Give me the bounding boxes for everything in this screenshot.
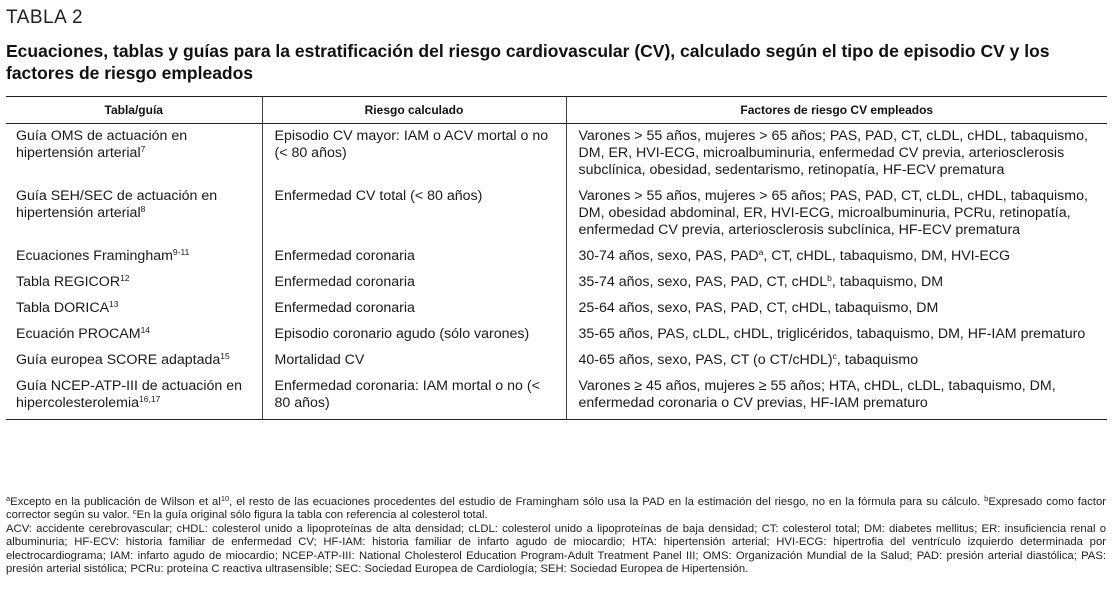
text-run: Varones > 55 años, mujeres > 65 años; PAS, PAD, CT, cLDL, cHDL, tabaquismo, DM, obesidad abdominal, ER, HVI-ECG, microalbuminuria, PCRu, retinopatía, enfermedad CV previa, arteriosclerosis subclínica, HF-ECV prematura xyxy=(578,188,1088,238)
reference-superscript: 8 xyxy=(140,204,146,214)
text-run: Ecuación PROCAM xyxy=(16,326,141,342)
text-run: Enfermedad CV total (< 80 años) xyxy=(274,188,483,204)
factors-cell xyxy=(566,348,1107,374)
footnotes xyxy=(6,496,1106,576)
text-run: En la guía original sólo figura la tabla con referencia al colesterol total. xyxy=(136,509,488,522)
factors-cell xyxy=(566,124,1107,185)
text-run: Episodio CV mayor: IAM o ACV mortal o no (< 80 años) xyxy=(274,128,549,161)
risk-cell xyxy=(262,244,566,270)
text-run: Guía OMS de actuación en hipertensión arterial xyxy=(16,128,188,161)
guide-cell xyxy=(6,296,262,322)
guide-cell xyxy=(6,244,262,270)
table-row xyxy=(6,124,1107,185)
reference-superscript: b xyxy=(827,273,832,283)
table-row xyxy=(6,244,1107,270)
text-run: 35-65 años, PAS, cLDL, cHDL, triglicéridos, tabaquismo, DM, HF-IAM prematuro xyxy=(578,326,1086,342)
text-run: 35-74 años, sexo, PAS, PAD, CT, cHDL xyxy=(578,274,828,290)
reference-superscript: b xyxy=(984,494,989,503)
risk-cell xyxy=(262,348,566,374)
text-run: Mortalidad CV xyxy=(274,352,365,368)
reference-superscript: 7 xyxy=(140,144,146,154)
text-run: Expresado como factor corrector según su valor. xyxy=(6,496,1106,522)
table-row xyxy=(6,184,1107,244)
text-run: ACV: accidente cerebrovascular; cHDL: colesterol unido a lipoproteínas de alta densidad; cLDL: colesterol unido a lipoproteínas de baja densidad; CT: colesterol total; DM: diabetes mellitus; ER: insuficiencia renal o albuminuria; HF-ECV: historia familiar de enfermedad CV; HF-IAM: historia familiar de infarto agudo de miocardio; HTA: hipertensión arterial; HVI-ECG: hipertrofia del ventrículo izquierdo determinada por electrocardiograma; IAM: infarto agudo de miocardio; NCEP-ATP-III: National Cholesterol Education Program-Adult Treatment Panel III; OMS: Organización Mundial de la Salud; PAD: presión arterial diastólica; PAS: presión arterial sistólica; PCRu: proteína C reactiva ultrasensible; SEC: Sociedad Europea de Cardiología; SEH: Sociedad Europea de Hipertensión. xyxy=(6,522,1106,576)
factors-cell xyxy=(566,322,1107,348)
text-run: Guía NCEP-ATP-III de actuación en hipercolesterolemia xyxy=(16,378,243,411)
reference-superscript: 9-11 xyxy=(172,247,190,257)
text-run: , CT, cHDL, tabaquismo, DM, HVI-ECG xyxy=(763,248,1011,264)
risk-cell xyxy=(262,270,566,296)
risk-cell xyxy=(262,124,566,185)
text-run: Guía SEH/SEC de actuación en hipertensión arterial xyxy=(16,188,218,221)
risk-cell xyxy=(262,322,566,348)
text-run: Enfermedad coronaria: IAM mortal o no (< 80 años) xyxy=(274,378,540,411)
text-run: , tabaquismo, DM xyxy=(831,274,944,290)
factors-cell xyxy=(566,270,1107,296)
factors-cell xyxy=(566,374,1107,420)
reference-superscript: 10 xyxy=(220,494,230,503)
reference-superscript: c xyxy=(832,351,837,361)
table-row xyxy=(6,348,1107,374)
footnote-references xyxy=(6,496,1106,523)
reference-superscript: 12 xyxy=(120,273,130,283)
table-header-row xyxy=(6,97,1107,124)
text-run: Tabla REGICOR xyxy=(16,274,121,290)
risk-cell xyxy=(262,184,566,244)
table-row xyxy=(6,322,1107,348)
table-row xyxy=(6,374,1107,420)
risk-cell xyxy=(262,374,566,420)
text-run: Guía europea SCORE adaptada xyxy=(16,352,221,368)
text-run: , el resto de las ecuaciones procedentes del estudio de Framingham sólo usa la PAD en la estimación del riesgo, no en la fórmula para su cálculo. xyxy=(229,496,985,508)
text-run: Excepto en la publicación de Wilson et al xyxy=(10,496,221,508)
header-guide: Tabla/guía xyxy=(6,97,262,124)
text-run: 25-64 años, sexo, PAS, PAD, CT, cHDL, tabaquismo, DM xyxy=(578,300,939,316)
reference-superscript: a xyxy=(758,247,764,257)
text-run: Enfermedad coronaria xyxy=(274,248,415,264)
reference-superscript: 14 xyxy=(140,325,151,335)
text-run: Tabla DORICA xyxy=(16,300,110,316)
factors-cell xyxy=(566,184,1107,244)
text-run: Varones > 55 años, mujeres > 65 años; PAS, PAD, CT, cLDL, cHDL, tabaquismo, DM, ER, HVI-ECG, microalbuminuria, enfermedad CV previa, arteriosclerosis subclínica, obesidad, sedentarismo, retinopatía, HF-ECV prematura xyxy=(578,128,1088,178)
reference-superscript: a xyxy=(6,494,11,503)
text-run: 30-74 años, sexo, PAS, PAD xyxy=(578,248,759,264)
guide-cell xyxy=(6,184,262,244)
text-run: Varones ≥ 45 años, mujeres ≥ 55 años; HTA, cHDL, cLDL, tabaquismo, DM, enfermedad coronaria o CV previas, HF-IAM prematuro xyxy=(578,378,1056,411)
table-label: TABLA 2 xyxy=(6,7,84,28)
guide-cell xyxy=(6,124,262,185)
guide-cell xyxy=(6,270,262,296)
text-run: Episodio coronario agudo (sólo varones) xyxy=(274,326,530,342)
text-run: , tabaquismo xyxy=(836,352,919,368)
reference-superscript: 16,17 xyxy=(139,394,161,404)
table-title: Ecuaciones, tablas y guías para la estratificación del riesgo cardiovascular (CV), calculado según el tipo de episodio CV y los factores de riesgo empleados xyxy=(6,41,1050,83)
reference-superscript: 13 xyxy=(109,299,119,309)
guide-cell xyxy=(6,374,262,420)
risk-cell xyxy=(262,296,566,322)
text-run: Ecuaciones Framingham xyxy=(16,248,173,264)
text-run: Enfermedad coronaria xyxy=(274,274,415,290)
table-row xyxy=(6,270,1107,296)
footnote-abbreviations xyxy=(6,523,1106,577)
factors-cell xyxy=(566,244,1107,270)
text-run: Enfermedad coronaria xyxy=(274,300,415,316)
text-run: 40-65 años, sexo, PAS, CT (o CT/cHDL) xyxy=(578,352,833,368)
header-risk: Riesgo calculado xyxy=(262,97,566,124)
guide-cell xyxy=(6,348,262,374)
table-row xyxy=(6,296,1107,322)
header-factors: Factores de riesgo CV empleados xyxy=(566,97,1107,124)
risk-table xyxy=(6,96,1107,420)
guide-cell xyxy=(6,322,262,348)
reference-superscript: c xyxy=(132,507,137,517)
reference-superscript: 15 xyxy=(220,351,230,361)
factors-cell xyxy=(566,296,1107,322)
